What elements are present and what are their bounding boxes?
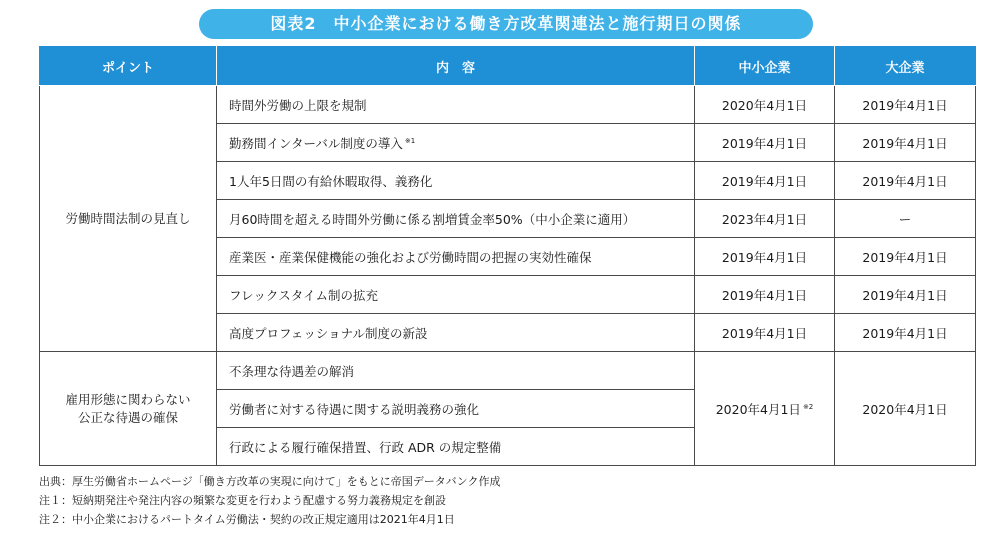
point-line: 公正な待遇の確保	[77, 409, 178, 425]
content-text: 勤務間インターバル制度の導入	[229, 135, 403, 151]
point-line: 雇用形態に関わらない	[65, 391, 191, 407]
footnotes	[39, 472, 500, 529]
content-cell: 時間外労働の上限を規制	[217, 86, 695, 124]
content-cell: 労働者に対する待遇に関する説明義務の強化	[217, 390, 695, 428]
content-cell: 不条理な待遇差の解消	[217, 352, 695, 390]
sme-date-cell	[695, 352, 835, 466]
content-cell: 高度プロフェッショナル制度の新設	[217, 314, 695, 352]
sme-date-cell: 2019年4月1日	[695, 162, 835, 200]
note-marker: ※1	[404, 136, 416, 145]
content-cell: フレックスタイム制の拡充	[217, 276, 695, 314]
sme-date-cell: 2019年4月1日	[695, 238, 835, 276]
point-cell-fair-treatment	[40, 352, 217, 466]
large-date-cell: 2019年4月1日	[835, 124, 976, 162]
large-date-cell: 2019年4月1日	[835, 238, 976, 276]
large-date-cell: ー	[835, 200, 976, 238]
content-cell: 産業医・産業保健機能の強化および労働時間の把握の実効性確保	[217, 238, 695, 276]
point-cell-labor-hours: 労働時間法制の見直し	[40, 86, 217, 352]
sme-date-text: 2020年4月1日	[715, 401, 801, 417]
table-row	[40, 86, 976, 124]
table-row	[40, 352, 976, 390]
content-cell: 月60時間を超える時間外労働に係る割増賃金率50%（中小企業に適用）	[217, 200, 695, 238]
content-cell: 行政による履行確保措置、行政 ADR の規定整備	[217, 428, 695, 466]
content-cell	[217, 124, 695, 162]
table-header-row	[40, 47, 976, 86]
source-note: 出典：厚生労働省ホームページ「働き方改革の実現に向けて」をもとに帝国データバンク作成	[39, 475, 501, 488]
large-date-cell: 2020年4月1日	[835, 352, 976, 466]
footnote-1: 注１：短納期発注や発注内容の頻繁な変更を行わよう配慮する努力義務規定を創設	[39, 494, 446, 507]
sme-date-cell: 2019年4月1日	[695, 276, 835, 314]
figure-title: 図表2 中小企業における働き方改革関連法と施行期日の関係	[199, 9, 813, 39]
sme-date-cell: 2023年4月1日	[695, 200, 835, 238]
content-cell: 1人年5日間の有給休暇取得、義務化	[217, 162, 695, 200]
sme-date-cell: 2020年4月1日	[695, 86, 835, 124]
header-sme: 中小企業	[695, 47, 835, 86]
header-content: 内 容	[217, 47, 695, 86]
footnote-2: 注２：中小企業におけるパートタイム労働法・契約の改正規定適用は2021年4月1日	[39, 513, 455, 526]
large-date-cell: 2019年4月1日	[835, 86, 976, 124]
large-date-cell: 2019年4月1日	[835, 162, 976, 200]
sme-date-cell: 2019年4月1日	[695, 314, 835, 352]
header-point: ポイント	[40, 47, 217, 86]
large-date-cell: 2019年4月1日	[835, 314, 976, 352]
enforcement-dates-table	[39, 46, 976, 466]
header-large: 大企業	[835, 47, 976, 86]
large-date-cell: 2019年4月1日	[835, 276, 976, 314]
sme-date-cell: 2019年4月1日	[695, 124, 835, 162]
note-marker: ※2	[802, 402, 814, 411]
